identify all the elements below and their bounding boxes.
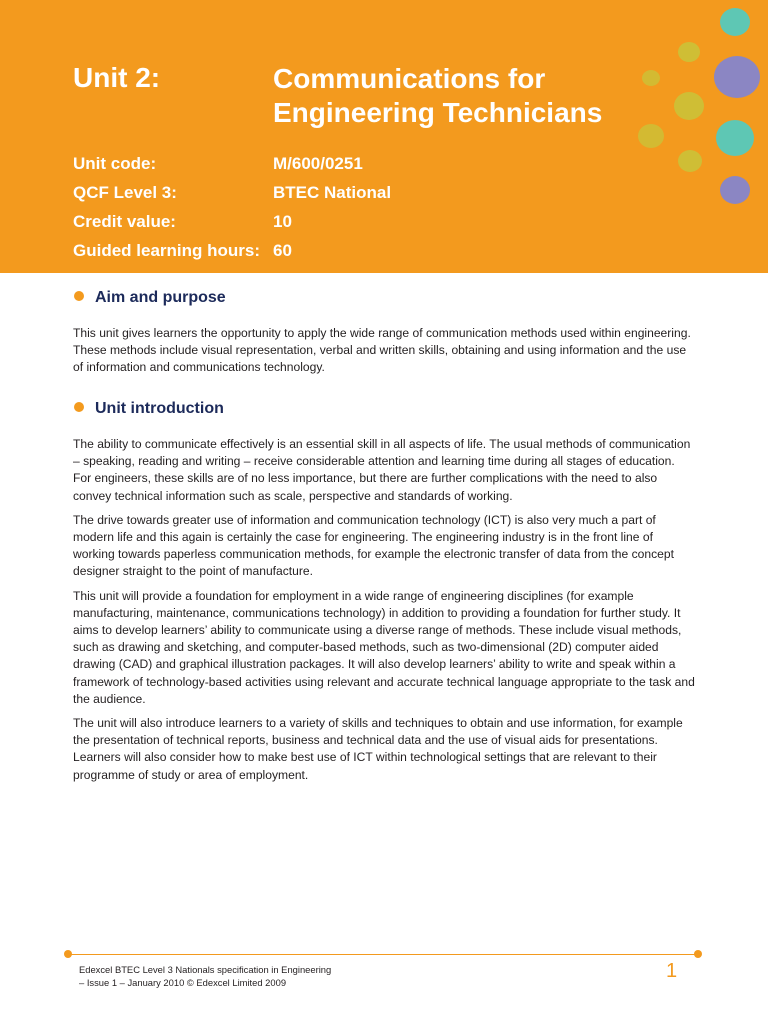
- intro-body: [73, 436, 695, 791]
- decorative-dot-olive: [678, 150, 702, 172]
- page-number: 1: [666, 960, 678, 982]
- paragraph: This unit gives learners the opportunity to apply the wide range of communication methods used within engineering. These methods include visual representation, verbal and written skills, obtaining and using information and the use of information and communications technology.: [73, 326, 691, 375]
- decorative-dot-purple: [720, 176, 750, 204]
- meta-value: BTEC National: [273, 183, 392, 202]
- meta-key: QCF Level 3:: [73, 183, 177, 202]
- decorative-dot-purple: [714, 56, 760, 98]
- unit-title: Communications for Engineering Technicians: [273, 63, 603, 128]
- decorative-dot-olive: [678, 42, 700, 62]
- footer-line-1: Edexcel BTEC Level 3 Nationals specification in Engineering: [79, 964, 332, 975]
- aim-body: [73, 325, 695, 384]
- meta-value: 10: [273, 212, 292, 231]
- footer-dot-left: [64, 950, 72, 958]
- paragraph: The unit will also introduce learners to a variety of skills and techniques to obtain and use information, for example the presentation of technical reports, business and technical data and the use of visual aids for presentations. Learners will also consider how to make best use of ICT within technological settings that are relevant to their programme of study or area of employment.: [73, 716, 683, 782]
- meta-key: Unit code:: [73, 154, 157, 173]
- bullet-icon: [74, 402, 84, 412]
- meta-value: M/600/0251: [273, 154, 363, 173]
- meta-key: Guided learning hours:: [73, 241, 261, 260]
- decorative-dot-olive: [674, 92, 704, 120]
- unit-number: Unit 2:: [73, 62, 161, 93]
- meta-value: 60: [273, 241, 292, 260]
- footer-dot-right: [694, 950, 702, 958]
- footer-publication-info: [79, 963, 399, 989]
- footer-divider: [68, 954, 698, 955]
- footer-line-2: – Issue 1 – January 2010 © Edexcel Limited 2009: [79, 977, 287, 988]
- paragraph: The ability to communicate effectively is an essential skill in all aspects of life. The usual methods of communication – speaking, reading and writing – receive considerable attention and learning time during all stages of education. For engineers, these skills are of no less importance, but there are further complications with the need to also convey technical information such as scale, perspective and standards of working.: [73, 437, 691, 503]
- paragraph: This unit will provide a foundation for employment in a wide range of engineering disciplines (for example manufacturing, maintenance, communications technology) in addition to providing a foundation for further study. It aims to develop learners’ ability to communicate using a diverse range of methods. These include visual methods, such as drawing and sketching, and computer-based methods, such as two-dimensional (2D) computer aided drawing (CAD) and graphical illustration packages. It will also develop learners’ ability to write and speak within a framework of technology-based activities using relevant and accurate technical language appropriate to the task and the audience.: [73, 588, 695, 706]
- paragraph: The drive towards greater use of information and communication technology (ICT) is also very much a part of modern life and this again is certainly the case for engineering. The engineering industry is in the front line of working towards paperless communication methods, for example the electronic transfer of data from the concept designer straight to the point of manufacture.: [73, 512, 674, 579]
- aim-heading-text: Aim and purpose: [95, 289, 226, 306]
- intro-heading-text: Unit introduction: [95, 400, 224, 417]
- meta-key: Credit value:: [73, 212, 176, 231]
- decorative-dot-teal: [716, 120, 754, 156]
- aim-heading: [74, 289, 226, 307]
- decorative-dot-teal: [720, 8, 750, 36]
- bullet-icon: [74, 291, 84, 301]
- unit-header: [0, 0, 768, 273]
- intro-heading: [74, 400, 224, 418]
